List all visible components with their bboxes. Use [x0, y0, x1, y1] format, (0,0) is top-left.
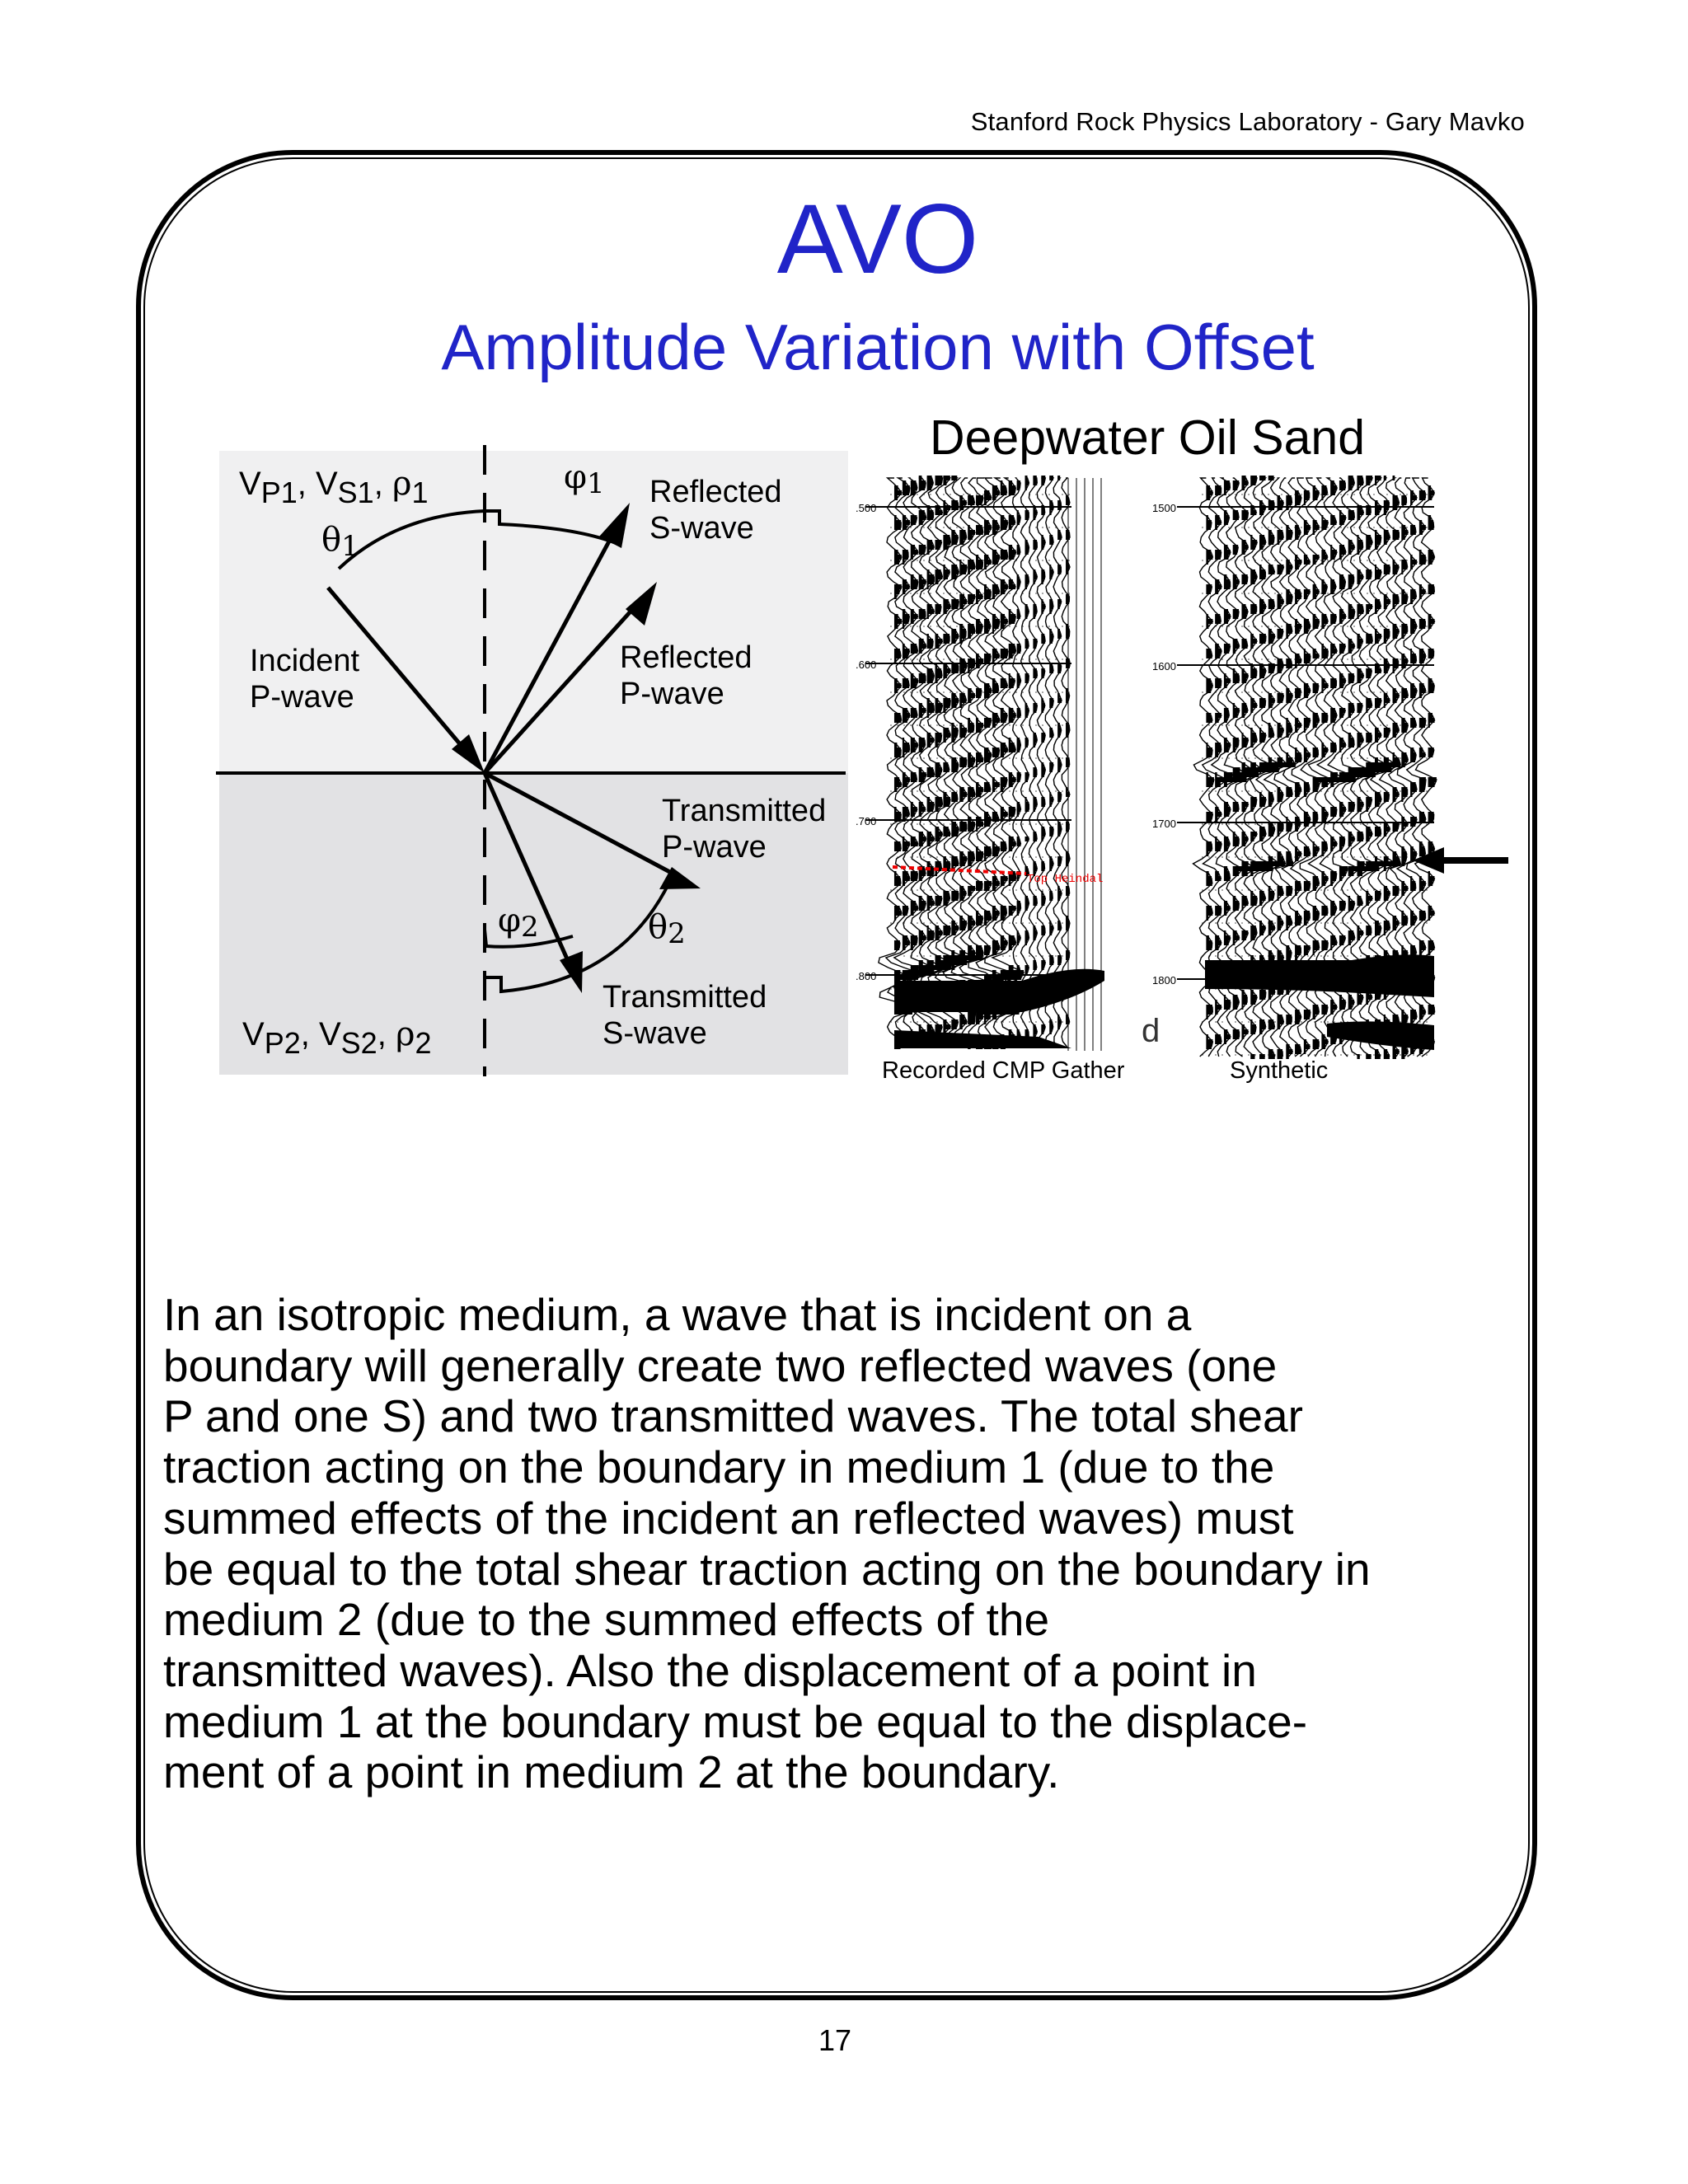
time-tick-label: 1500 [1152, 502, 1176, 514]
page-number: 17 [818, 2023, 852, 2057]
horizon-label: Top Heindal [1027, 873, 1104, 886]
body-line: P and one S) and two transmitted waves. The total shear [163, 1390, 1303, 1442]
seismic-trace-fill [1009, 480, 1025, 1044]
body-line: In an isotropic medium, a wave that is incident on a [163, 1289, 1192, 1340]
seismic-trace-fill [951, 476, 968, 1029]
body-line: ment of a point in medium 2 at the boundary. [163, 1746, 1060, 1798]
seismic-trace-fill [1025, 476, 1029, 1039]
seismic-trace [1013, 478, 1021, 1047]
incident-p-label: Incident P-wave [250, 644, 360, 715]
slide-subtitle: Amplitude Variation with Offset [441, 311, 1315, 383]
body-line: be equal to the total shear traction acting on the boundary in [163, 1543, 1371, 1595]
seismic-trace [1021, 478, 1029, 1047]
bright-spot [894, 1030, 1071, 1048]
body-line: medium 1 at the boundary must be equal to the displace- [163, 1695, 1308, 1747]
page-header: Stanford Rock Physics Laboratory - Gary Mavko [970, 107, 1525, 136]
seismic-trace-fill [968, 495, 984, 1049]
reflected-s-label: Reflected S-wave [649, 475, 782, 546]
body-line: medium 2 (due to the summed effects of the [163, 1594, 1050, 1646]
seismic-trace-fill [1049, 476, 1053, 1034]
seismic-trace-fill [1057, 476, 1062, 1029]
synthetic-caption: Synthetic [1230, 1057, 1329, 1084]
phi2-label: φ2 [498, 902, 539, 944]
reflected-p-label: Reflected P-wave [620, 640, 753, 711]
recorded-caption: Recorded CMP Gather [882, 1057, 1125, 1084]
time-tick-label: 1700 [1152, 818, 1176, 830]
time-tick-label: .500 [856, 502, 877, 514]
theta1-label: θ1 [321, 521, 359, 563]
seismic-trace-fill [1041, 476, 1045, 1034]
seismic-trace-fill [1330, 480, 1343, 1044]
transmitted-s-label: Transmitted S-wave [603, 980, 767, 1051]
transmitted-p-label: Transmitted P-wave [662, 794, 827, 865]
synthetic-gather [1152, 476, 1437, 1059]
body-paragraph [163, 1290, 1515, 1798]
body-line: summed effects of the incident an reflected waves) must [163, 1492, 1294, 1544]
time-tick-label: .700 [856, 815, 877, 827]
phi1-label: φ1 [564, 458, 605, 500]
lower-medium-label: VP2, VS2, ρ2 [242, 1015, 432, 1060]
slide-title: AVO [776, 184, 979, 294]
stray-letter: d [1142, 1013, 1160, 1049]
body-line: traction acting on the boundary in medium 1 (due to the [163, 1441, 1275, 1493]
target-arrow [1413, 847, 1508, 874]
recorded-cmp-gather [856, 476, 1104, 1051]
seismic-trace-fill [1017, 480, 1021, 1039]
seismic-title: Deepwater Oil Sand [930, 410, 1366, 465]
body-line: boundary will generally create two reflected waves (one [163, 1339, 1278, 1391]
time-tick-label: 1600 [1152, 660, 1176, 673]
time-tick-label: .800 [856, 970, 877, 982]
bright-spot [1205, 954, 1434, 997]
body-line: transmitted waves). Also the displacement of a point in [163, 1644, 1257, 1696]
seismic-trace-fill [1339, 480, 1352, 1044]
theta2-label: θ2 [648, 908, 686, 950]
upper-medium-label: VP1, VS1, ρ1 [239, 465, 429, 509]
time-tick-label: 1800 [1152, 974, 1176, 987]
time-tick-label: .600 [856, 658, 877, 671]
